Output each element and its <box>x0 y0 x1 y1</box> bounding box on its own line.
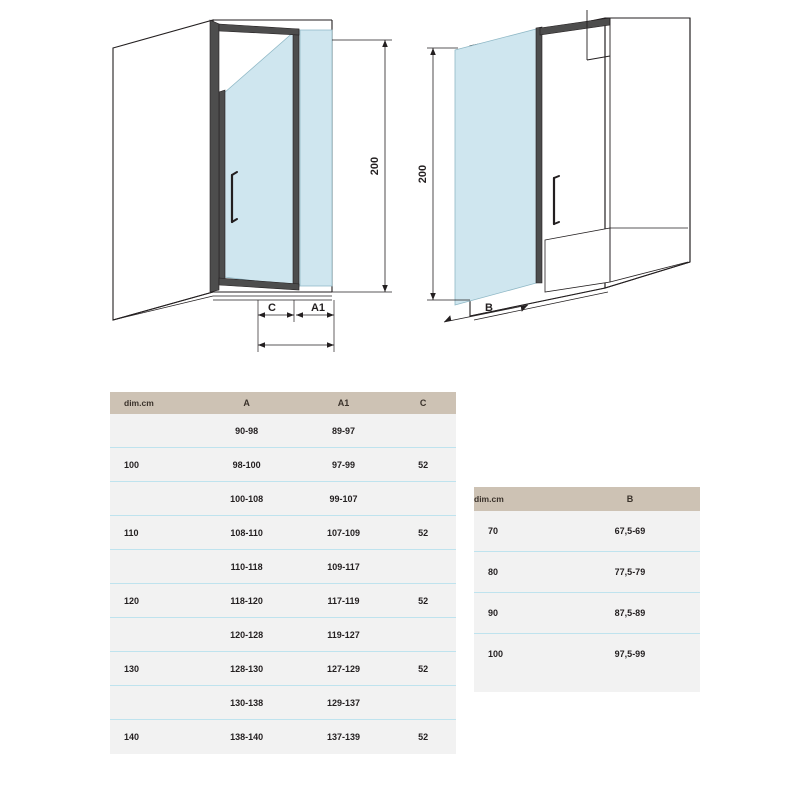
table-b-header-b: B <box>560 487 700 511</box>
cell-dim: 110 <box>110 516 197 550</box>
cell-a: 100-108 <box>197 482 297 516</box>
table-row <box>110 414 456 448</box>
cell-a1: 107-109 <box>297 516 390 550</box>
table-a-header-c: C <box>390 392 456 414</box>
left-c-dimension-label: C <box>268 302 276 314</box>
cell-c: 52 <box>390 720 456 754</box>
cell-c <box>390 618 456 652</box>
cell-c: 52 <box>390 448 456 482</box>
cell-a: 110-118 <box>197 550 297 584</box>
cell-dim: 90 <box>474 593 560 634</box>
cell-c: 52 <box>390 516 456 550</box>
left-enclosure-drawing <box>113 20 392 352</box>
table-a-header-a: A <box>197 392 297 414</box>
cell-a1: 89-97 <box>297 414 390 448</box>
right-b-dimension-label: B <box>485 302 493 314</box>
door-handle-right-view <box>554 176 559 224</box>
cell-dim <box>110 686 197 720</box>
table-row <box>474 634 700 675</box>
cell-c <box>390 686 456 720</box>
cell-dim <box>110 414 197 448</box>
table-row <box>110 448 456 482</box>
table-row <box>110 686 456 720</box>
left-a1-dimension-label: A1 <box>310 302 326 314</box>
table-row <box>110 720 456 754</box>
cell-a1: 137-139 <box>297 720 390 754</box>
table-a-header-row <box>110 392 456 414</box>
cell-b: 67,5-69 <box>560 511 700 552</box>
cell-c <box>390 414 456 448</box>
cell-c: 52 <box>390 584 456 618</box>
cell-a1: 99-107 <box>297 482 390 516</box>
cell-a1: 109-117 <box>297 550 390 584</box>
cell-a1: 117-119 <box>297 584 390 618</box>
cell-c <box>390 550 456 584</box>
left-height-dimension-label: 200 <box>369 156 381 176</box>
cell-c: 52 <box>390 652 456 686</box>
cell-b: 77,5-79 <box>560 552 700 593</box>
cell-dim: 80 <box>474 552 560 593</box>
table-b-body <box>474 511 700 674</box>
right-height-dimension-label: 200 <box>417 164 429 184</box>
cell-dim: 120 <box>110 584 197 618</box>
cell-dim: 70 <box>474 511 560 552</box>
table-row <box>474 511 700 552</box>
cell-a: 98-100 <box>197 448 297 482</box>
cell-a: 108-110 <box>197 516 297 550</box>
cell-dim <box>110 550 197 584</box>
cell-dim <box>110 482 197 516</box>
cell-dim: 140 <box>110 720 197 754</box>
table-row <box>110 516 456 550</box>
cell-a1: 97-99 <box>297 448 390 482</box>
cell-b: 97,5-99 <box>560 634 700 675</box>
cell-dim: 130 <box>110 652 197 686</box>
cell-a: 128-130 <box>197 652 297 686</box>
dimension-table-b <box>474 487 700 692</box>
table-b-header-row <box>474 487 700 511</box>
cell-dim: 100 <box>474 634 560 675</box>
technical-drawings <box>0 0 800 380</box>
cell-a: 120-128 <box>197 618 297 652</box>
table-row <box>110 550 456 584</box>
cell-a: 90-98 <box>197 414 297 448</box>
right-enclosure-drawing <box>417 10 690 322</box>
table-row <box>110 584 456 618</box>
cell-a: 138-140 <box>197 720 297 754</box>
cell-a1: 119-127 <box>297 618 390 652</box>
cell-c <box>390 482 456 516</box>
table-row <box>474 593 700 634</box>
table-a-header-dim: dim.cm <box>110 392 197 414</box>
cell-a: 130-138 <box>197 686 297 720</box>
table-b-header-dim: dim.cm <box>474 487 560 511</box>
cell-dim <box>110 618 197 652</box>
table-row <box>474 552 700 593</box>
cell-a: 118-120 <box>197 584 297 618</box>
cell-b: 87,5-89 <box>560 593 700 634</box>
dimension-table-a <box>110 392 456 754</box>
cell-dim: 100 <box>110 448 197 482</box>
table-a-body <box>110 414 456 753</box>
table-row <box>110 652 456 686</box>
cell-a1: 129-137 <box>297 686 390 720</box>
table-a-header-a1: A1 <box>297 392 390 414</box>
table-row <box>110 482 456 516</box>
cell-a1: 127-129 <box>297 652 390 686</box>
table-row <box>110 618 456 652</box>
